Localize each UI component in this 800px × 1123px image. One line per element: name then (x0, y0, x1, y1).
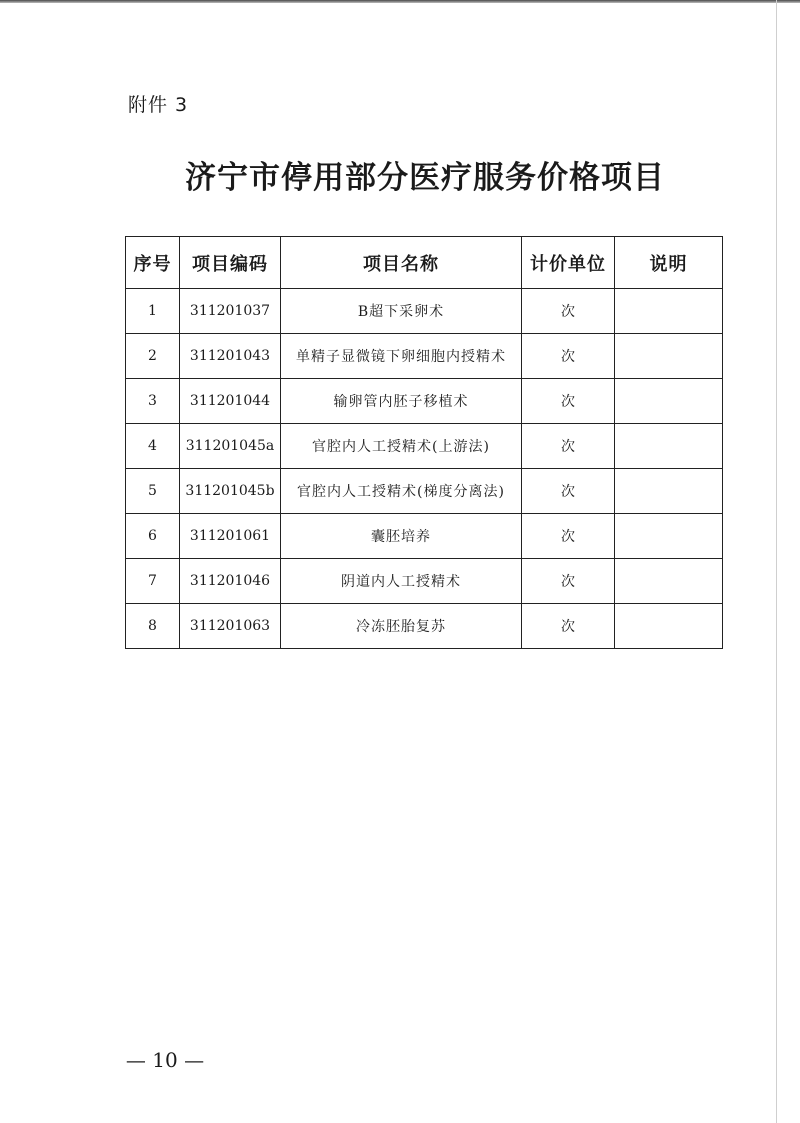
cell-name: 阴道内人工授精术 (281, 559, 522, 604)
header-note: 说明 (615, 237, 723, 289)
document-title: 济宁市停用部分医疗服务价格项目 (185, 160, 665, 196)
cell-name: B超下采卵术 (281, 289, 522, 334)
header-code: 项目编码 (180, 237, 281, 289)
cell-note (615, 469, 723, 514)
cell-note (615, 379, 723, 424)
cell-code: 311201045a (180, 424, 281, 469)
cell-seq: 3 (126, 379, 180, 424)
cell-unit: 次 (522, 514, 615, 559)
cell-code: 311201045b (180, 469, 281, 514)
table-row (126, 604, 723, 649)
table-row (126, 289, 723, 334)
table-row (126, 559, 723, 604)
cell-name: 囊胚培养 (281, 514, 522, 559)
cell-code: 311201037 (180, 289, 281, 334)
cell-note (615, 604, 723, 649)
cell-seq: 6 (126, 514, 180, 559)
cell-unit: 次 (522, 334, 615, 379)
cell-note (615, 514, 723, 559)
cell-unit: 次 (522, 289, 615, 334)
cell-code: 311201044 (180, 379, 281, 424)
cell-code: 311201061 (180, 514, 281, 559)
cell-note (615, 334, 723, 379)
header-seq: 序号 (126, 237, 180, 289)
cell-code: 311201046 (180, 559, 281, 604)
scan-edge-top (0, 0, 800, 3)
cell-name: 冷冻胚胎复苏 (281, 604, 522, 649)
cell-unit: 次 (522, 604, 615, 649)
cell-seq: 5 (126, 469, 180, 514)
cell-unit: 次 (522, 379, 615, 424)
table-row (126, 424, 723, 469)
cell-name: 单精子显微镜下卵细胞内授精术 (281, 334, 522, 379)
cell-name: 输卵管内胚子移植术 (281, 379, 522, 424)
page-number: — 10 — (125, 1048, 205, 1072)
cell-unit: 次 (522, 559, 615, 604)
cell-note (615, 559, 723, 604)
cell-note (615, 289, 723, 334)
cell-unit: 次 (522, 469, 615, 514)
cell-code: 311201063 (180, 604, 281, 649)
table-row (126, 334, 723, 379)
attachment-label: 附件 3 (128, 94, 189, 116)
cell-name: 官腔内人工授精术(上游法) (281, 424, 522, 469)
cell-seq: 2 (126, 334, 180, 379)
price-items-table (125, 236, 723, 649)
header-name: 项目名称 (281, 237, 522, 289)
table-row (126, 469, 723, 514)
cell-note (615, 424, 723, 469)
cell-seq: 1 (126, 289, 180, 334)
table-row (126, 379, 723, 424)
cell-seq: 8 (126, 604, 180, 649)
cell-code: 311201043 (180, 334, 281, 379)
table-header-row (126, 237, 723, 289)
header-unit: 计价单位 (522, 237, 615, 289)
cell-name: 官腔内人工授精术(梯度分离法) (281, 469, 522, 514)
cell-unit: 次 (522, 424, 615, 469)
cell-seq: 7 (126, 559, 180, 604)
table-row (126, 514, 723, 559)
cell-seq: 4 (126, 424, 180, 469)
